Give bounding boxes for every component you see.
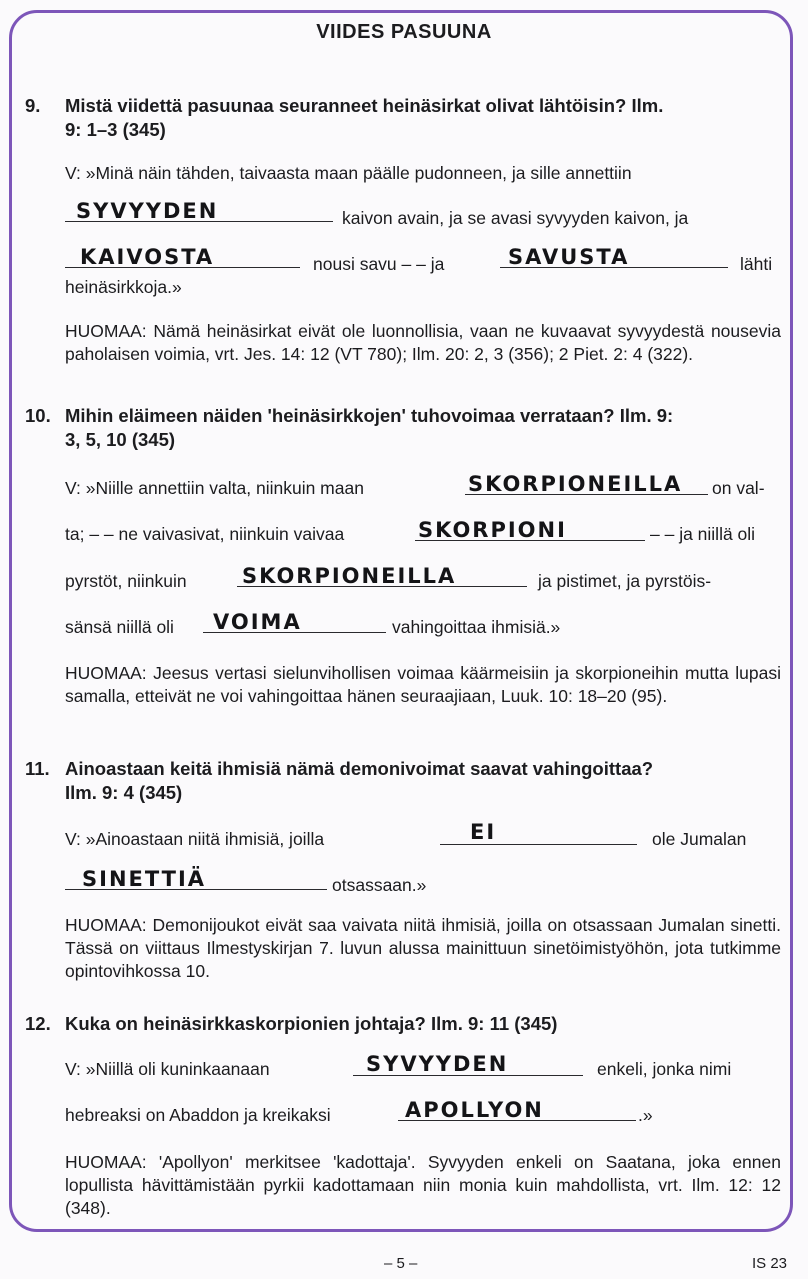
answer-line: heinäsirkkoja.» (65, 277, 182, 297)
answer-line: sänsä niillä oli (65, 617, 174, 637)
handwritten-answer: SYVYYDEN (366, 1052, 509, 1076)
answer-line: lähti (740, 254, 773, 274)
answer-line: enkeli, jonka nimi (597, 1059, 732, 1079)
handwritten-answer: KAIVOSTA (80, 245, 215, 269)
answer-line: .» (638, 1105, 653, 1125)
answer-line: on val- (712, 478, 765, 498)
answer-line: ole Jumalan (652, 829, 747, 849)
question-text-line-2: Ilm. 9: 4 (345) (65, 782, 183, 803)
page-title: VIIDES PASUUNA (316, 21, 492, 43)
note-paragraph: HUOMAA: 'Apollyon' merkitsee 'kadottaja'. Syvyyden enkeli on Saatana, joka ennen lopullista hävittämistään pyrkii kadottamaan niin monia kuin mahdollista, vrt. Ilm. 12: 12 (348). (65, 1152, 781, 1218)
handwritten-answer: SKORPIONEILLA (468, 472, 683, 496)
question-number: 12. (25, 1013, 51, 1034)
note-paragraph: HUOMAA: Demonijoukot eivät saa vaivata niitä ihmisiä, joilla on otsassaan Jumalan sinetti. Tässä on viittaus Ilmestyskirjan 7. luvun alussa mainittuun sinetöimistyöhön, jota tutkimme opintovihkossa 10. (65, 915, 781, 981)
answer-line: V: »Niillä oli kuninkaanaan (65, 1059, 270, 1079)
answer-line: pyrstöt, niinkuin (65, 571, 187, 591)
handwritten-answer: VOIMA (213, 610, 302, 634)
question-number: 9. (25, 95, 41, 116)
answer-line: hebreaksi on Abaddon ja kreikaksi (65, 1105, 331, 1125)
question-9 (25, 94, 785, 142)
question-10 (25, 404, 785, 452)
answer-line: otsassaan.» (332, 875, 427, 895)
answer-line: V: »Niille annettiin valta, niinkuin maan (65, 478, 364, 498)
question-number: 11. (25, 758, 50, 779)
answer-line: ta; – – ne vaivasivat, niinkuin vaivaa (65, 524, 345, 544)
question-12 (25, 1012, 785, 1036)
handwritten-answer: SINETTIÄ (82, 867, 207, 891)
question-text-line-1: Mihin eläimeen näiden 'heinäsirkkojen' tuhovoimaa verrataan? Ilm. 9: (65, 405, 674, 426)
question-text-line-1: Mistä viidettä pasuunaa seuranneet heinäsirkat olivat lähtöisin? Ilm. (65, 95, 664, 116)
answer-line: V: »Minä näin tähden, taivaasta maan päälle pudonneen, ja sille annettiin (65, 163, 632, 183)
handwritten-answer: APOLLYON (405, 1098, 544, 1122)
question-text-line-2: 9: 1–3 (345) (65, 119, 166, 140)
handwritten-answer: SYVYYDEN (76, 199, 219, 223)
answer-blank[interactable] (440, 844, 637, 845)
answer-line: kaivon avain, ja se avasi syvyyden kaivon, ja (342, 208, 689, 228)
question-11 (25, 757, 785, 805)
question-number: 10. (25, 405, 51, 426)
answer-line: – – ja niillä oli (650, 524, 756, 544)
note-paragraph: HUOMAA: Jeesus vertasi sielunvihollisen voimaa käärmeisiin ja skorpioneihin mutta lupasi samalla, etteivät ne voi vahingoittaa hänen seuraajiaan, Luuk. 10: 18–20 (95). (65, 663, 781, 706)
handwritten-answer: SKORPIONEILLA (242, 564, 457, 588)
question-text-line-1: Ainoastaan keitä ihmisiä nämä demonivoimat saavat vahingoittaa? (65, 758, 654, 779)
handwritten-answer: SAVUSTA (508, 245, 630, 269)
answer-line: vahingoittaa ihmisiä.» (392, 617, 561, 637)
answer-line: V: »Ainoastaan niitä ihmisiä, joilla (65, 829, 325, 849)
question-text-line-1: Kuka on heinäsirkkaskorpionien johtaja? Ilm. 9: 11 (345) (65, 1013, 558, 1034)
answer-line: nousi savu – – ja (313, 254, 445, 274)
answer-line: ja pistimet, ja pyrstöis- (538, 571, 712, 591)
booklet-code: IS 23 (752, 1255, 788, 1272)
page-number: – 5 – (384, 1255, 418, 1272)
question-text-line-2: 3, 5, 10 (345) (65, 429, 176, 450)
handwritten-answer: SKORPIONI (418, 518, 567, 542)
handwritten-answer: EI (470, 820, 497, 844)
note-paragraph: HUOMAA: Nämä heinäsirkat eivät ole luonnollisia, vaan ne kuvaavat syvyydestä nousevia paholaisen voimia, vrt. Jes. 14: 12 (VT 780); Ilm. 20: 2, 3 (356); 2 Piet. 2: 4 (322). (65, 321, 781, 364)
